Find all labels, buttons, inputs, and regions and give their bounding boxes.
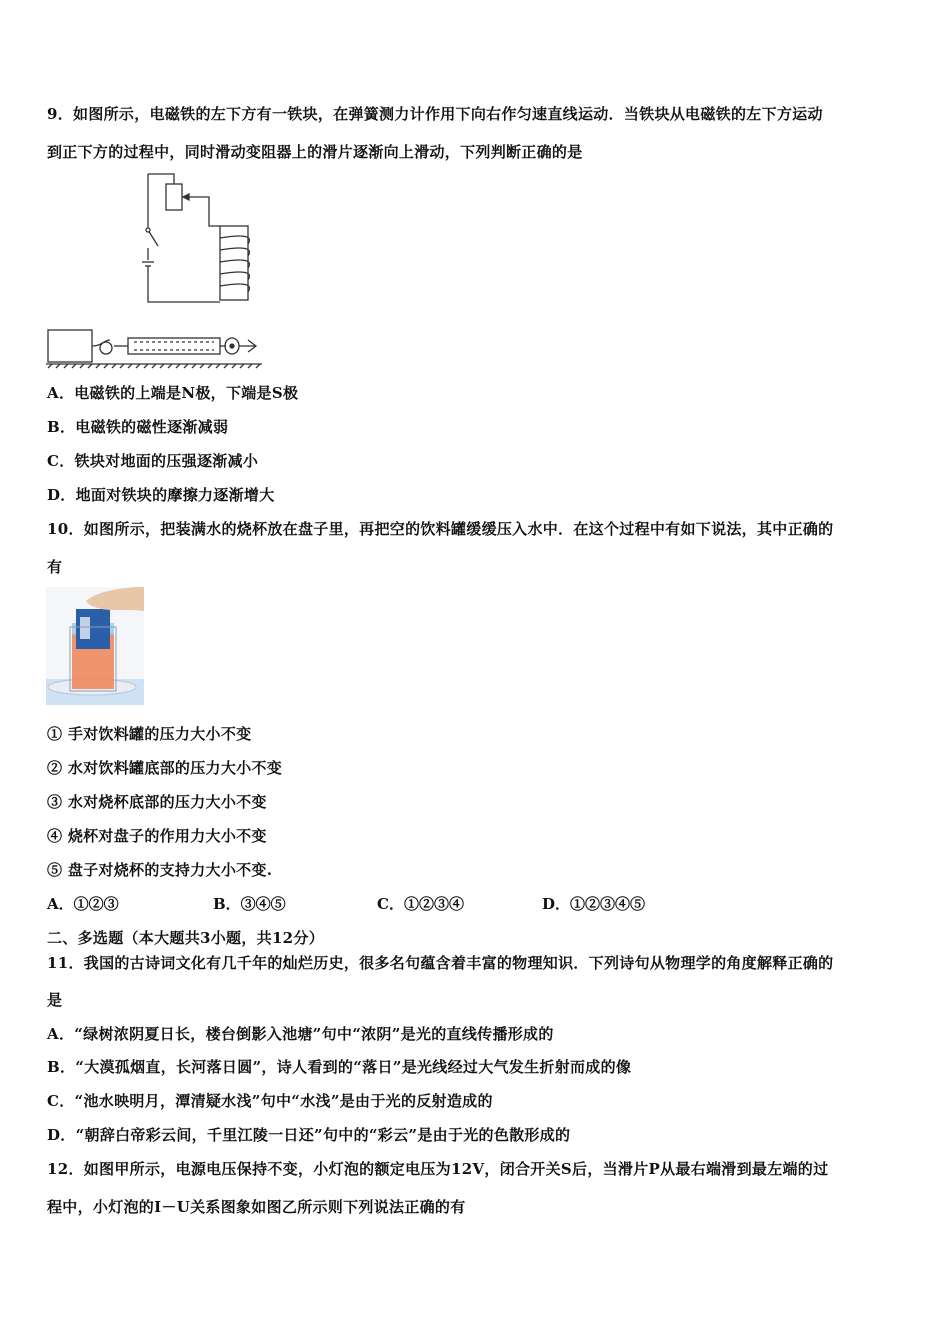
q10-option-b: B．③④⑤ — [213, 895, 286, 913]
beaker-can-photo — [46, 587, 144, 705]
q10-statement-5: ⑤ 盘子对烧杯的支持力大小不变. — [47, 861, 273, 879]
q10-option-c: C．①②③④ — [377, 895, 464, 913]
q9-option-c: C．铁块对地面的压强逐渐减小 — [47, 452, 259, 470]
electromagnet-circuit-figure — [44, 170, 266, 370]
q9-option-b: B．电磁铁的磁性逐渐减弱 — [47, 418, 229, 436]
q9-stem-line2: 到正下方的过程中，同时滑动变阻器上的滑片逐渐向上滑动，下列判断正确的是 — [47, 143, 583, 161]
q11-option-c: C．“池水映明月，潭清疑水浅”句中“水浅”是由于光的反射造成的 — [47, 1092, 493, 1110]
q10-stem-line2: 有 — [47, 558, 63, 576]
q10-stem-line1: 10．如图所示，把装满水的烧杯放在盘子里，再把空的饮料罐缓缓压入水中．在这个过程中有如下说法，其中正确的 — [47, 520, 834, 538]
q12-stem-line1: 12．如图甲所示，电源电压保持不变，小灯泡的额定电压为12V，闭合开关S后，当滑片P从最右端滑到最左端的过 — [47, 1160, 829, 1178]
q10-statement-1: ① 手对饮料罐的压力大小不变 — [47, 725, 252, 743]
q11-option-a: A．“绿树浓阴夏日长，楼台倒影入池塘”句中“浓阴”是光的直线传播形成的 — [47, 1025, 554, 1043]
q11-stem-line1: 11．我国的古诗词文化有几千年的灿烂历史，很多名句蕴含着丰富的物理知识．下列诗句从物理学的角度解释正确的 — [47, 954, 834, 972]
q10-option-a: A．①②③ — [47, 895, 119, 913]
q10-option-d: D．①②③④⑤ — [542, 895, 646, 913]
q11-option-b: B．“大漠孤烟直，长河落日圆”，诗人看到的“落日”是光线经过大气发生折射而成的像 — [47, 1058, 632, 1076]
q9-option-d: D．地面对铁块的摩擦力逐渐增大 — [47, 486, 275, 504]
section-heading: 二、多选题（本大题共3小题，共12分） — [47, 929, 325, 947]
q11-stem-line2: 是 — [47, 991, 63, 1009]
q9-stem-line1: 9．如图所示，电磁铁的左下方有一铁块，在弹簧测力计作用下向右作匀速直线运动．当铁块从电磁铁的左下方运动 — [47, 105, 823, 123]
q10-statement-3: ③ 水对烧杯底部的压力大小不变 — [47, 793, 267, 811]
q9-option-a: A．电磁铁的上端是N极，下端是S极 — [47, 384, 299, 402]
q12-stem-line2: 程中，小灯泡的I－U关系图象如图乙所示则下列说法正确的有 — [47, 1198, 466, 1216]
q10-statement-2: ② 水对饮料罐底部的压力大小不变 — [47, 759, 283, 777]
q10-statement-4: ④ 烧杯对盘子的作用力大小不变 — [47, 827, 267, 845]
q11-option-d: D．“朝辞白帝彩云间，千里江陵一日还”句中的“彩云”是由于光的色散形成的 — [47, 1126, 571, 1144]
